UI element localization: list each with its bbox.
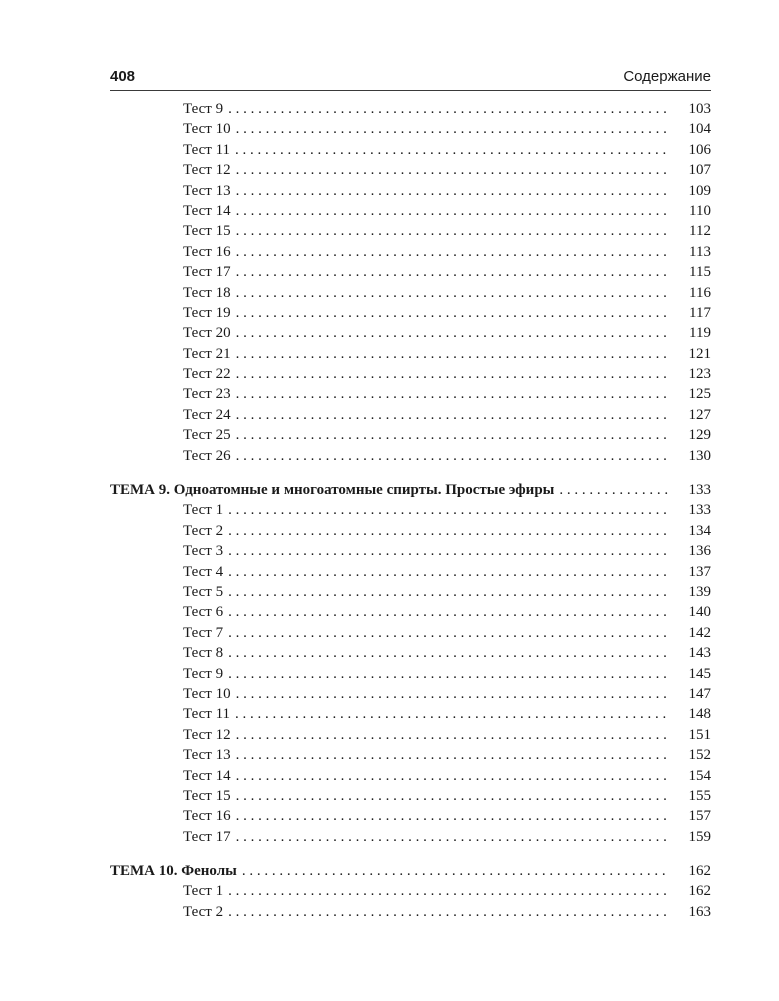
test-label: Тест 22 [183, 366, 231, 383]
toc-entry-test[interactable] [110, 521, 711, 541]
section-gap [110, 466, 711, 480]
dot-leader [236, 221, 669, 241]
test-label: Тест 17 [183, 828, 231, 845]
page-ref: 133 [688, 482, 711, 499]
page-ref: 145 [688, 665, 711, 682]
toc-entry-topic[interactable] [110, 861, 711, 881]
page-ref: 121 [688, 345, 711, 362]
dot-leader [236, 344, 669, 364]
toc-entry-test[interactable] [110, 344, 711, 364]
dot-leader [228, 623, 669, 643]
dot-leader [228, 664, 669, 684]
toc-entry-test[interactable] [110, 623, 711, 643]
toc-entry-test[interactable] [110, 283, 711, 303]
page-ref: 147 [688, 685, 711, 702]
test-label: Тест 10 [183, 121, 231, 138]
toc-entry-test[interactable] [110, 725, 711, 745]
dot-leader [236, 242, 669, 262]
toc-entry-test[interactable] [110, 602, 711, 622]
page-ref: 134 [688, 522, 711, 539]
toc-entry-test[interactable] [110, 160, 711, 180]
toc-entry-test[interactable] [110, 881, 711, 901]
test-label: Тест 26 [183, 447, 231, 464]
toc-entry-test[interactable] [110, 140, 711, 160]
page-ref: 139 [688, 583, 711, 600]
dot-leader [228, 521, 669, 541]
dot-leader [228, 902, 669, 922]
toc-entry-test[interactable] [110, 99, 711, 119]
dot-leader [236, 684, 669, 704]
toc-entry-test[interactable] [110, 221, 711, 241]
page-ref: 129 [688, 427, 711, 444]
page-ref: 119 [689, 325, 711, 342]
toc-entry-test[interactable] [110, 745, 711, 765]
toc-entry-test[interactable] [110, 582, 711, 602]
test-label: Тест 13 [183, 182, 231, 199]
page-ref: 115 [689, 264, 711, 281]
running-title: Содержание [623, 68, 711, 85]
page-ref: 163 [688, 903, 711, 920]
page-ref: 151 [688, 726, 711, 743]
toc-entry-test[interactable] [110, 766, 711, 786]
dot-leader [236, 181, 669, 201]
toc-entry-topic[interactable] [110, 480, 711, 500]
toc-entry-test[interactable] [110, 323, 711, 343]
test-label: Тест 20 [183, 325, 231, 342]
test-label: Тест 6 [183, 604, 224, 621]
test-label: Тест 15 [183, 787, 231, 804]
toc-entry-test[interactable] [110, 684, 711, 704]
dot-leader [236, 827, 669, 847]
page-ref: 159 [688, 828, 711, 845]
toc-entry-test[interactable] [110, 364, 711, 384]
test-label: Тест 13 [183, 747, 231, 764]
toc-entry-test[interactable] [110, 425, 711, 445]
page-ref: 112 [689, 223, 711, 240]
page-ref: 148 [688, 706, 711, 723]
page-ref: 137 [688, 563, 711, 580]
dot-leader [228, 99, 669, 119]
toc-entry-test[interactable] [110, 181, 711, 201]
test-label: Тест 16 [183, 243, 231, 260]
toc-entry-test[interactable] [110, 303, 711, 323]
test-label: Тест 25 [183, 427, 231, 444]
test-label: Тест 16 [183, 808, 231, 825]
test-label: Тест 7 [183, 624, 224, 641]
page-ref: 155 [688, 787, 711, 804]
test-label: Тест 19 [183, 304, 231, 321]
table-of-contents [110, 99, 711, 922]
toc-entry-test[interactable] [110, 405, 711, 425]
dot-leader [236, 766, 669, 786]
page-ref: 113 [689, 243, 711, 260]
test-label: Тест 8 [183, 645, 224, 662]
dot-leader [236, 384, 669, 404]
page-ref: 109 [688, 182, 711, 199]
test-label: Тест 23 [183, 386, 231, 403]
page-ref: 125 [688, 386, 711, 403]
test-label: Тест 12 [183, 726, 231, 743]
test-label: Тест 2 [183, 903, 224, 920]
dot-leader [236, 786, 669, 806]
toc-entry-test[interactable] [110, 201, 711, 221]
toc-entry-test[interactable] [110, 827, 711, 847]
toc-entry-test[interactable] [110, 500, 711, 520]
dot-leader [236, 283, 669, 303]
dot-leader [236, 745, 669, 765]
dot-leader [228, 562, 669, 582]
page-ref: 103 [688, 101, 711, 117]
test-label: Тест 2 [183, 522, 224, 539]
page-ref: 104 [688, 121, 711, 138]
page-ref: 140 [688, 604, 711, 621]
toc-entry-test[interactable] [110, 704, 711, 724]
dot-leader [228, 541, 669, 561]
page-ref: 130 [688, 447, 711, 464]
toc-entry-test[interactable] [110, 446, 711, 466]
page-ref: 142 [688, 624, 711, 641]
dot-leader [236, 323, 669, 343]
test-label: Тест 10 [183, 685, 231, 702]
dot-leader [228, 500, 669, 520]
toc-entry-test[interactable] [110, 786, 711, 806]
dot-leader [236, 446, 669, 466]
page-ref: 154 [688, 767, 711, 784]
dot-leader [559, 480, 669, 500]
page-ref: 116 [689, 284, 711, 301]
page-ref: 136 [688, 543, 711, 560]
dot-leader [236, 364, 669, 384]
test-label: Тест 14 [183, 202, 231, 219]
test-label: Тест 17 [183, 264, 231, 281]
test-label: Тест 18 [183, 284, 231, 301]
page-ref: 110 [689, 202, 711, 219]
test-label: Тест 21 [183, 345, 231, 362]
dot-leader [228, 602, 669, 622]
test-label: Тест 15 [183, 223, 231, 240]
dot-leader [235, 140, 669, 160]
test-label: Тест 1 [183, 883, 224, 900]
dot-leader [235, 704, 669, 724]
toc-entry-test[interactable] [110, 384, 711, 404]
test-label: Тест 12 [183, 162, 231, 179]
test-label: Тест 3 [183, 543, 224, 560]
toc-entry-test[interactable] [110, 119, 711, 139]
dot-leader [228, 643, 669, 663]
page-ref: 152 [688, 747, 711, 764]
page-ref: 157 [688, 808, 711, 825]
toc-entry-test[interactable] [110, 643, 711, 663]
toc-entry-test[interactable] [110, 664, 711, 684]
test-label: Тест 9 [183, 101, 224, 117]
test-label: Тест 11 [183, 706, 231, 723]
dot-leader [236, 405, 669, 425]
toc-entry-test[interactable] [110, 541, 711, 561]
test-label: Тест 14 [183, 767, 231, 784]
dot-leader [228, 582, 669, 602]
test-label: Тест 11 [183, 141, 231, 158]
page-ref: 143 [688, 645, 711, 662]
dot-leader [228, 881, 669, 901]
toc-entry-test[interactable] [110, 806, 711, 826]
dot-leader [236, 806, 669, 826]
dot-leader [236, 725, 669, 745]
test-label: Тест 9 [183, 665, 224, 682]
test-label: Тест 4 [183, 563, 224, 580]
toc-entry-test[interactable] [110, 262, 711, 282]
dot-leader [236, 201, 669, 221]
test-label: Тест 5 [183, 583, 224, 600]
dot-leader [242, 861, 669, 881]
page-ref: 106 [688, 141, 711, 158]
page-ref: 127 [688, 406, 711, 423]
test-label: Тест 24 [183, 406, 231, 423]
topic-title: ТЕМА 10. Фенолы [110, 863, 237, 880]
dot-leader [236, 119, 669, 139]
page-ref: 162 [688, 863, 711, 880]
topic-title: ТЕМА 9. Одноатомные и многоатомные спирты. Простые эфиры [110, 482, 555, 499]
dot-leader [236, 425, 669, 445]
toc-entry-test[interactable] [110, 562, 711, 582]
page-ref: 107 [688, 162, 711, 179]
page-ref: 162 [688, 883, 711, 900]
dot-leader [236, 303, 669, 323]
section-gap [110, 847, 711, 861]
dot-leader [236, 262, 669, 282]
toc-entry-test[interactable] [110, 902, 711, 922]
running-header [110, 64, 711, 91]
page-ref: 123 [688, 366, 711, 383]
page-number: 408 [110, 68, 136, 85]
page-ref: 133 [688, 502, 711, 519]
page-ref: 117 [689, 304, 711, 321]
test-label: Тест 1 [183, 502, 224, 519]
toc-entry-test[interactable] [110, 242, 711, 262]
dot-leader [236, 160, 669, 180]
